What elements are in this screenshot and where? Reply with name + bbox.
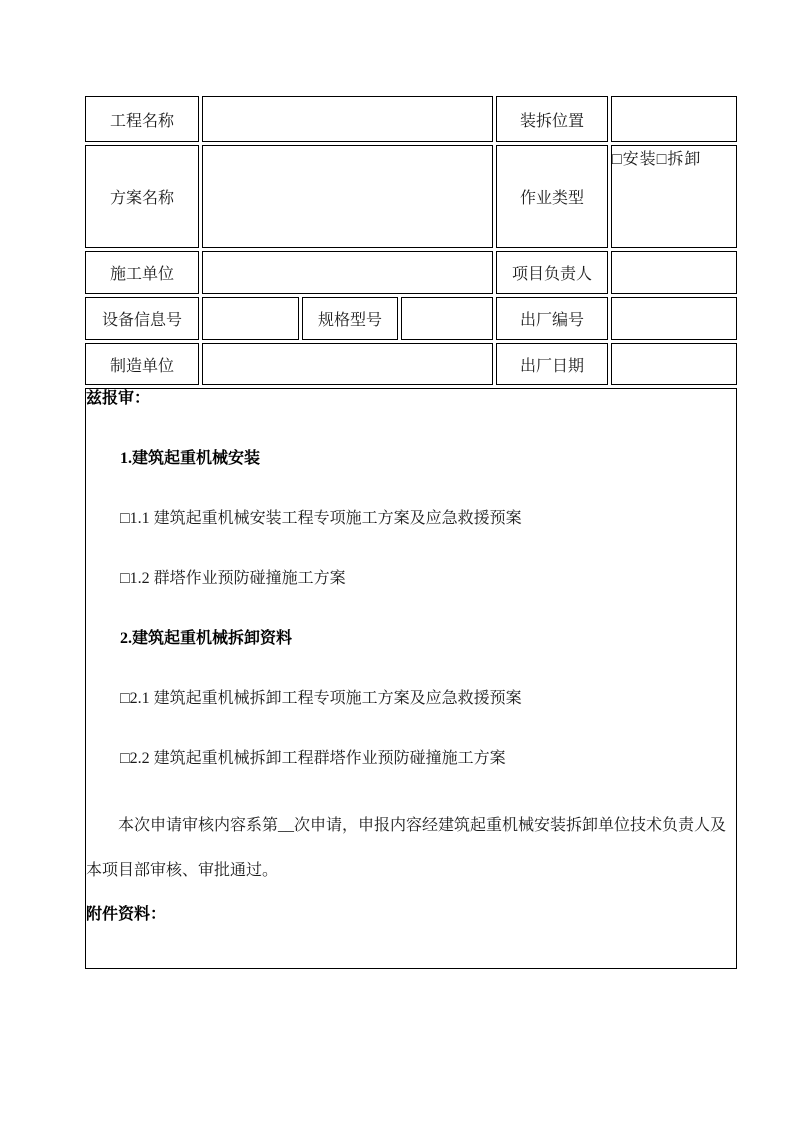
project-leader-label: 项目负责人 bbox=[496, 251, 608, 294]
checklist-item-2-1 bbox=[120, 689, 736, 709]
checklist-item-2-2 bbox=[120, 749, 736, 769]
project-name-label: 工程名称 bbox=[85, 96, 199, 142]
row-manufacturer bbox=[85, 343, 737, 385]
spec-model-label: 规格型号 bbox=[302, 297, 398, 340]
checklist-item-1-1-label: 1.1 建筑起重机械安装工程专项施工方案及应急救援预案 bbox=[129, 510, 522, 527]
install-position-value-cell[interactable] bbox=[611, 96, 737, 142]
row-scheme-name bbox=[85, 145, 737, 248]
checkbox-icon[interactable]: □ bbox=[120, 570, 130, 587]
work-type-label: 作业类型 bbox=[496, 145, 608, 248]
checkbox-icon[interactable]: □ bbox=[120, 750, 130, 767]
row-equipment-info bbox=[85, 297, 737, 340]
manufacturer-label: 制造单位 bbox=[85, 343, 199, 385]
spec-model-value-cell[interactable] bbox=[401, 297, 493, 340]
checklist-item-1-2 bbox=[120, 569, 736, 589]
application-form-table bbox=[82, 93, 740, 972]
attachments-title: 附件资料： bbox=[86, 906, 167, 923]
construction-unit-label: 施工单位 bbox=[85, 251, 199, 294]
report-body-cell bbox=[85, 388, 737, 969]
section-1-title: 1.建筑起重机械安装 bbox=[120, 450, 261, 467]
install-option-label: 安装 bbox=[622, 151, 657, 168]
dismantle-checkbox-icon[interactable]: □ bbox=[656, 151, 668, 168]
construction-unit-value-cell[interactable] bbox=[202, 251, 493, 294]
checklist-item-2-1-label: 2.1 建筑起重机械拆卸工程专项施工方案及应急救援预案 bbox=[129, 690, 522, 707]
factory-no-label: 出厂编号 bbox=[496, 297, 608, 340]
project-name-value-cell[interactable] bbox=[202, 96, 493, 142]
project-leader-value-cell[interactable] bbox=[611, 251, 737, 294]
factory-date-value-cell[interactable] bbox=[611, 343, 737, 385]
manufacturer-value-cell[interactable] bbox=[202, 343, 493, 385]
install-checkbox-icon[interactable]: □ bbox=[612, 151, 623, 168]
dismantle-option-label: 拆卸 bbox=[667, 151, 702, 168]
install-position-label: 装拆位置 bbox=[496, 96, 608, 142]
declaration-paragraph: 本次申请审核内容系第__次申请，申报内容经建筑起重机械安装拆卸单位技术负责人及本项目部审核、审批通过。 bbox=[86, 817, 727, 879]
row-report-body bbox=[85, 388, 737, 969]
factory-no-value-cell[interactable] bbox=[611, 297, 737, 340]
scheme-name-label: 方案名称 bbox=[85, 145, 199, 248]
section-2-title: 2.建筑起重机械拆卸资料 bbox=[120, 630, 293, 647]
checklist-item-1-2-label: 1.2 群塔作业预防碰撞施工方案 bbox=[129, 570, 346, 587]
checkbox-icon[interactable]: □ bbox=[120, 510, 130, 527]
factory-date-label: 出厂日期 bbox=[496, 343, 608, 385]
checklist-item-1-1 bbox=[120, 509, 736, 529]
scheme-name-value-cell[interactable] bbox=[202, 145, 493, 248]
work-type-value-cell bbox=[611, 145, 737, 248]
equipment-info-no-label: 设备信息号 bbox=[85, 297, 199, 340]
row-project-name bbox=[85, 96, 737, 142]
row-construction-unit bbox=[85, 251, 737, 294]
checklist-item-2-2-label: 2.2 建筑起重机械拆卸工程群塔作业预防碰撞施工方案 bbox=[129, 750, 506, 767]
equipment-info-no-value-cell[interactable] bbox=[202, 297, 299, 340]
report-intro: 兹报审： bbox=[86, 390, 151, 407]
checkbox-icon[interactable]: □ bbox=[120, 690, 130, 707]
